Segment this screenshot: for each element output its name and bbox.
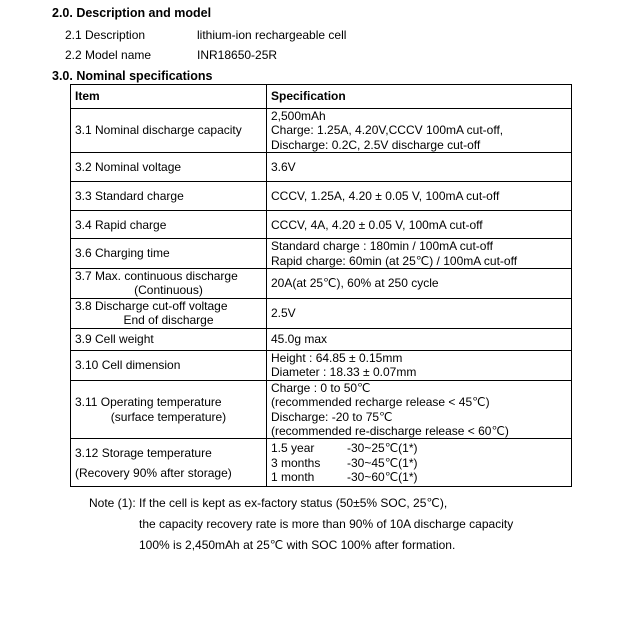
item-cell xyxy=(71,380,267,439)
item-cell xyxy=(71,269,267,299)
table-row xyxy=(71,298,572,328)
storage-period: 3 months xyxy=(271,455,321,470)
item-cell: 3.2 Nominal voltage xyxy=(71,153,267,182)
section-3-heading: 3.0. Nominal specifications xyxy=(52,69,213,83)
description-label: 2.1 Description xyxy=(65,28,146,42)
storage-period: 1.5 year xyxy=(271,441,315,456)
item-cell: 3.9 Cell weight xyxy=(71,328,267,350)
spec-cell xyxy=(267,109,572,153)
note-line-1: Note (1): If the cell is kept as ex-factory status (50±5% SOC, 25℃), xyxy=(89,496,448,510)
item-subline: (Continuous) xyxy=(134,283,203,298)
item-cell: 3.10 Cell dimension xyxy=(71,350,267,380)
table-row xyxy=(71,182,572,211)
item-cell: 3.6 Charging time xyxy=(71,239,267,269)
spec-cell: CCCV, 1.25A, 4.20 ± 0.05 V, 100mA cut-off xyxy=(267,182,572,211)
spec-cell xyxy=(267,439,572,487)
description-value: lithium-ion rechargeable cell xyxy=(197,28,347,42)
model-name-value: INR18650-25R xyxy=(197,48,278,62)
table-row xyxy=(71,269,572,299)
table-row xyxy=(71,380,572,439)
spec-line: (recommended re-discharge release < 60℃) xyxy=(271,424,509,439)
spec-cell: 3.6V xyxy=(267,153,572,182)
spec-line: (recommended recharge release < 45℃) xyxy=(271,395,490,410)
item-cell xyxy=(71,439,267,487)
item-subline: (Recovery 90% after storage) xyxy=(75,465,232,480)
spec-cell xyxy=(267,239,572,269)
note-line-3: 100% is 2,450mAh at 25℃ with SOC 100% after formation. xyxy=(139,538,456,552)
spec-cell: CCCV, 4A, 4.20 ± 0.05 V, 100mA cut-off xyxy=(267,211,572,239)
storage-range: -30~45℃(1*) xyxy=(347,455,418,470)
spec-line: Rapid charge: 60min (at 25℃) / 100mA cut-off xyxy=(271,253,518,268)
spec-cell: 2.5V xyxy=(267,298,572,328)
spec-line: 2,500mAh xyxy=(271,109,326,123)
column-header-spec: Specification xyxy=(267,85,572,109)
storage-range: -30~60℃(1*) xyxy=(347,470,418,485)
table-row xyxy=(71,153,572,182)
section-2-heading: 2.0. Description and model xyxy=(52,6,212,20)
item-cell: 3.4 Rapid charge xyxy=(71,211,267,239)
storage-row xyxy=(271,456,567,470)
model-name-label: 2.2 Model name xyxy=(65,48,152,62)
storage-period: 1 month xyxy=(271,470,315,485)
item-line: 3.8 Discharge cut-off voltage xyxy=(75,298,228,313)
spec-line: Discharge: -20 to 75℃ xyxy=(271,409,393,424)
table-header-row xyxy=(71,85,572,109)
table-row xyxy=(71,328,572,350)
note-line-2: the capacity recovery rate is more than 90% of 10A discharge capacity xyxy=(139,517,514,531)
spec-line: Charge : 0 to 50℃ xyxy=(271,380,371,395)
item-cell xyxy=(71,298,267,328)
spec-line: Discharge: 0.2C, 2.5V discharge cut-off xyxy=(271,137,481,152)
table-row xyxy=(71,239,572,269)
spec-cell: 45.0g max xyxy=(267,328,572,350)
spec-line: Height : 64.85 ± 0.15mm xyxy=(271,350,403,365)
nominal-spec-table xyxy=(70,84,572,487)
item-subline: (surface temperature) xyxy=(110,409,227,424)
table-row xyxy=(71,439,572,487)
table-row xyxy=(71,350,572,380)
item-line: 3.11 Operating temperature xyxy=(75,395,222,410)
spec-line: Standard charge : 180min / 100mA cut-off xyxy=(271,239,493,254)
table-row xyxy=(71,109,572,153)
spec-cell: 20A(at 25℃), 60% at 250 cycle xyxy=(267,269,572,299)
storage-row xyxy=(271,441,567,455)
item-subline: End of discharge xyxy=(123,313,214,328)
item-cell: 3.3 Standard charge xyxy=(71,182,267,211)
column-header-item: Item xyxy=(71,85,267,109)
item-cell: 3.1 Nominal discharge capacity xyxy=(71,109,267,153)
table-row xyxy=(71,211,572,239)
item-line: 3.12 Storage temperature xyxy=(75,445,212,460)
spec-cell xyxy=(267,380,572,439)
storage-range: -30~25℃(1*) xyxy=(347,441,418,456)
spec-line: Diameter : 18.33 ± 0.07mm xyxy=(271,365,417,380)
spec-cell xyxy=(267,350,572,380)
storage-row xyxy=(271,470,567,484)
item-line: 3.7 Max. continuous discharge xyxy=(75,269,238,284)
spec-line: Charge: 1.25A, 4.20V,CCCV 100mA cut-off, xyxy=(271,123,504,138)
